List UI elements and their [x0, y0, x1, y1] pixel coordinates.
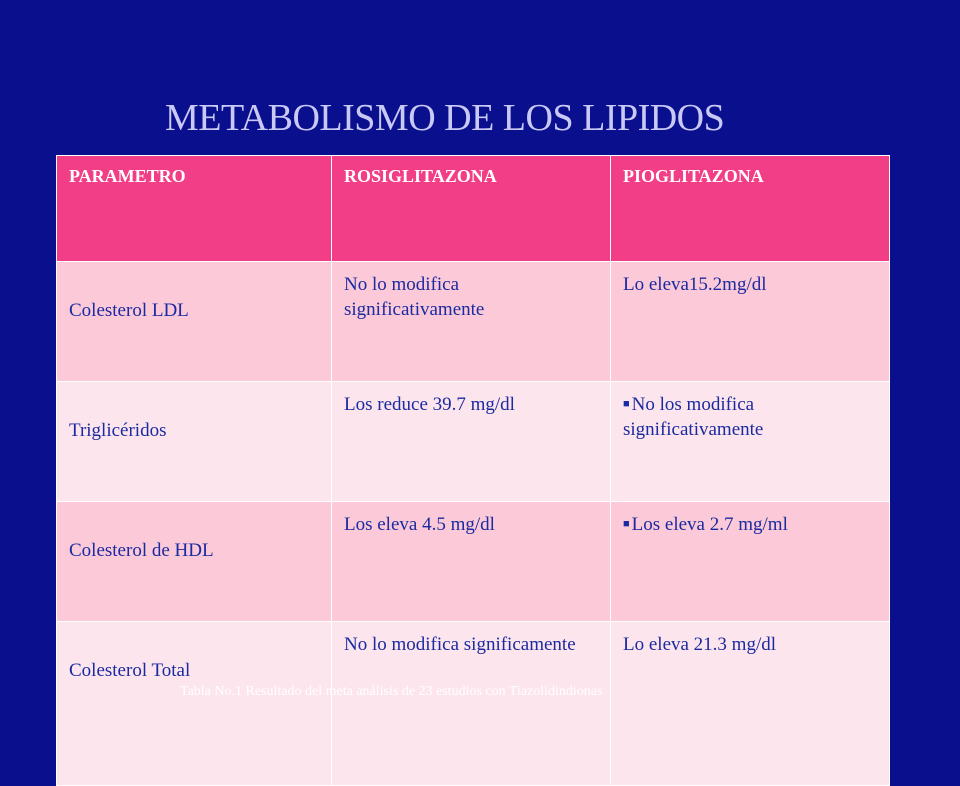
slide-title: METABOLISMO DE LOS LIPIDOS: [165, 97, 725, 139]
header-pioglitazona: PIOGLITAZONA: [611, 156, 890, 262]
table-row: [57, 502, 890, 622]
row-pioglitazona: Lo eleva15.2mg/dl: [611, 262, 890, 382]
square-bullet-icon: ■: [623, 518, 630, 530]
row-parametro: Triglicéridos: [57, 382, 332, 502]
row-rosiglitazona: No lo modifica significamente: [332, 622, 611, 786]
row-rosiglitazona: No lo modifica significativamente: [332, 262, 611, 382]
header-rosiglitazona: ROSIGLITAZONA: [332, 156, 611, 262]
row-pioglitazona: Lo eleva 21.3 mg/dl: [611, 622, 890, 786]
row-pioglitazona: [611, 382, 890, 502]
row-parametro: Colesterol Total: [57, 622, 332, 786]
square-bullet-icon: ■: [623, 398, 630, 410]
header-parametro: PARAMETRO: [57, 156, 332, 262]
row-rosiglitazona: Los reduce 39.7 mg/dl: [332, 382, 611, 502]
table-row: [57, 262, 890, 382]
table-row: [57, 382, 890, 502]
table-header-row: [57, 156, 890, 262]
cell-text: Los eleva 2.7 mg/ml: [631, 514, 788, 535]
cell-text: No los modifica significativamente: [623, 394, 764, 440]
table-caption: Tabla No.1 Resultado del meta análisis de 23 estudios con Tiazolidindionas: [180, 684, 603, 699]
row-pioglitazona: [611, 502, 890, 622]
row-parametro: Colesterol de HDL: [57, 502, 332, 622]
row-parametro: Colesterol LDL: [57, 262, 332, 382]
table-row: [57, 622, 890, 786]
row-rosiglitazona: Los eleva 4.5 mg/dl: [332, 502, 611, 622]
